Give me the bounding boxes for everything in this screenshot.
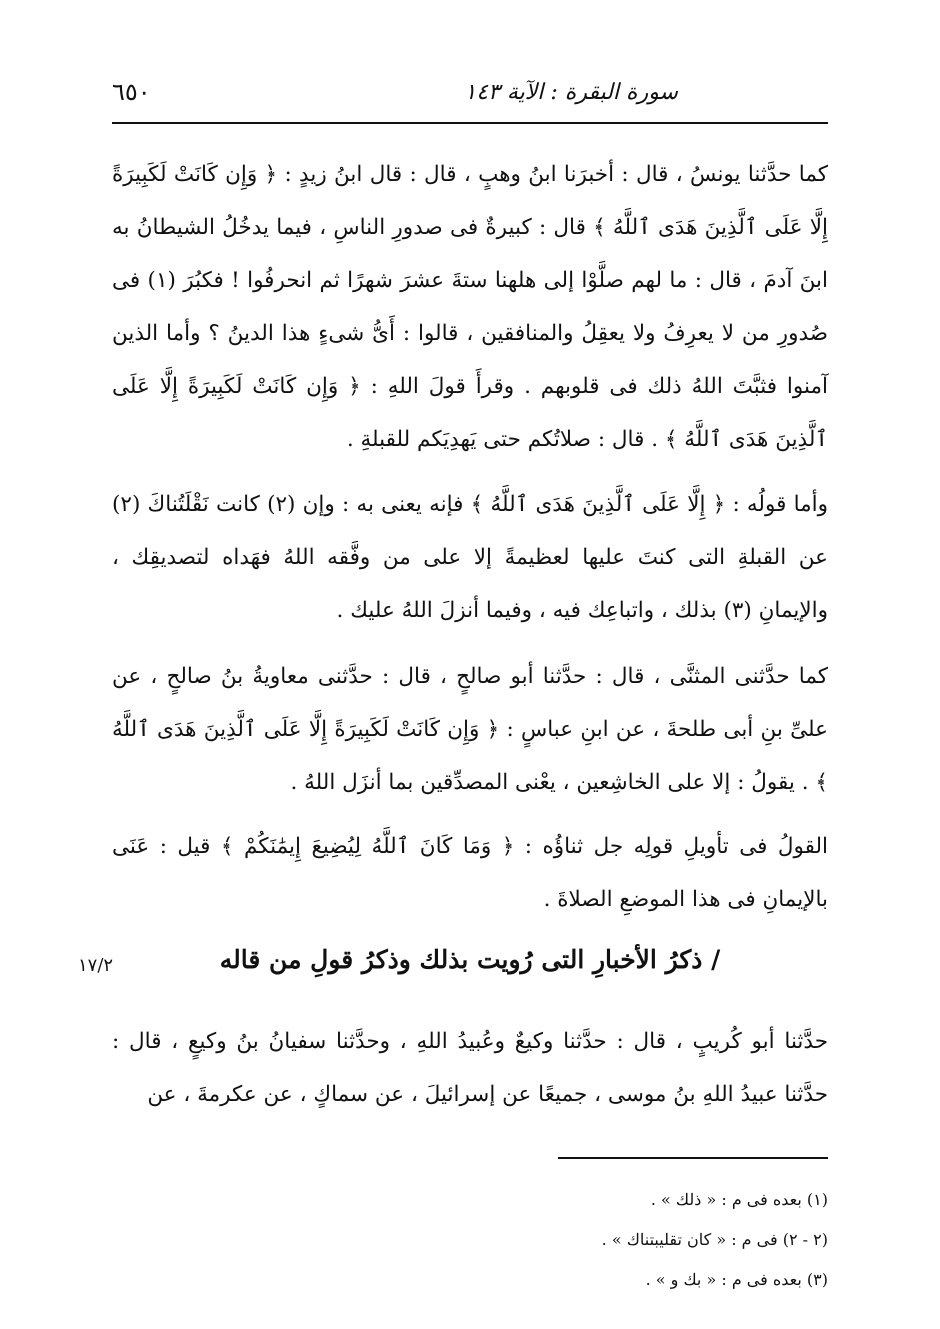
section-heading: / ذكرُ الأخبارِ التى رُويت بذلك وذكرُ قولِ من قاله	[219, 945, 721, 974]
footnote-1: (١) بعده فى م : « ذلك » .	[650, 1190, 828, 1209]
page-number: ٦٥٠	[112, 78, 151, 106]
page-header	[112, 78, 828, 118]
running-title: سورة البقرة : الآية ١٤٣	[464, 80, 678, 105]
paragraph-3: كما حدَّثنى المثنَّى ، قال : حدَّثنا أبو صالحٍ ، قال : حدَّثنى معاويةُ بنُ صالحٍ ، عن علىِّ بنِ أبى طلحةَ ، عن ابنِ عباسٍ : ﴿ وَإِن كَانَتْ لَكَبِيرَةً إِلَّا عَلَى ٱلَّذِينَ هَدَى ٱللَّهُ ﴾ . يقولُ : إلا على الخاشِعين ، يعْنى المصدِّقين بما أنزَل اللهُ .	[112, 664, 828, 795]
paragraph-1: كما حدَّثنا يونسُ ، قال : أخبرَنا ابنُ وهبٍ ، قال : قال ابنُ زيدٍ : ﴿ وَإِن كَانَتْ لَكَبِيرَةً إِلَّا عَلَى ٱلَّذِينَ هَدَى ٱللَّهُ ﴾ قال : كبيرةٌ فى صدورِ الناسِ ، فيما يدخُلُ الشيطانُ به ابنَ آدمَ ، قال : ما لهم صلَّوْا إلى هلهنا ستةَ عشرَ شهرًا ثم انحرفُوا ! فكبُرَ (١) فى صُدورِ من لا يعرِفُ ولا يعقِلُ والمنافقين ، قالوا : أَىُّ شىءٍ هذا الدينُ ؟ وأما الذين آمنوا فثبَّتَ اللهُ ذلك فى قلوبهم . وقرأَ قولَ اللهِ : ﴿ وَإِن كَانَتْ لَكَبِيرَةً إِلَّا عَلَى ٱلَّذِينَ هَدَى ٱللَّهُ ﴾ . قال : صلاتُكم حتى يَهدِيَكم للقبلةِ .	[112, 162, 829, 452]
footnote-rule	[558, 1157, 828, 1159]
footnote-3: (٣) بعده فى م : « بك و » .	[645, 1270, 828, 1289]
paragraph-4: القولُ فى تأويلِ قولِه جل ثناؤُه : ﴿ وَمَا كَانَ ٱللَّهُ لِيُضِيعَ إِيمَٰنَكُمْ ﴾ قيل : عَنَى بالإيمانِ فى هذا الموضعِ الصلاةَ .	[112, 834, 828, 912]
margin-volume-reference: ١٧/٢	[78, 955, 114, 976]
paragraph-2: وأما قولُه : ﴿ إِلَّا عَلَى ٱلَّذِينَ هَدَى ٱللَّهُ ﴾ فإنه يعنى به : وإن (٢) كانت نَقْلَتُناكَ (٢) عن القبلةِ التى كنتَ عليها لعظيمةً إلا على من وفَّقه اللهُ فهَداه لتصديقِك ، والإيمانِ (٣) بذلك ، واتباعِك فيه ، وفيما أنزلَ اللهُ عليك .	[112, 492, 829, 623]
footnotes	[112, 1180, 828, 1300]
paragraph-5: حدَّثنا أبو كُريبٍ ، قال : حدَّثنا وكيعٌ وعُبيدُ اللهِ ، وحدَّثنا سفيانُ بنُ وكيعٍ ، قال : حدَّثنا عبيدُ اللهِ بنُ موسى ، جميعًا عن إسرائيلَ ، عن سماكٍ ، عن عكرمةَ ، عن	[112, 1029, 828, 1107]
footnote-2: (٢ - ٢) فى م : « كان تقليبتناك » .	[601, 1230, 828, 1249]
header-rule	[112, 122, 828, 124]
